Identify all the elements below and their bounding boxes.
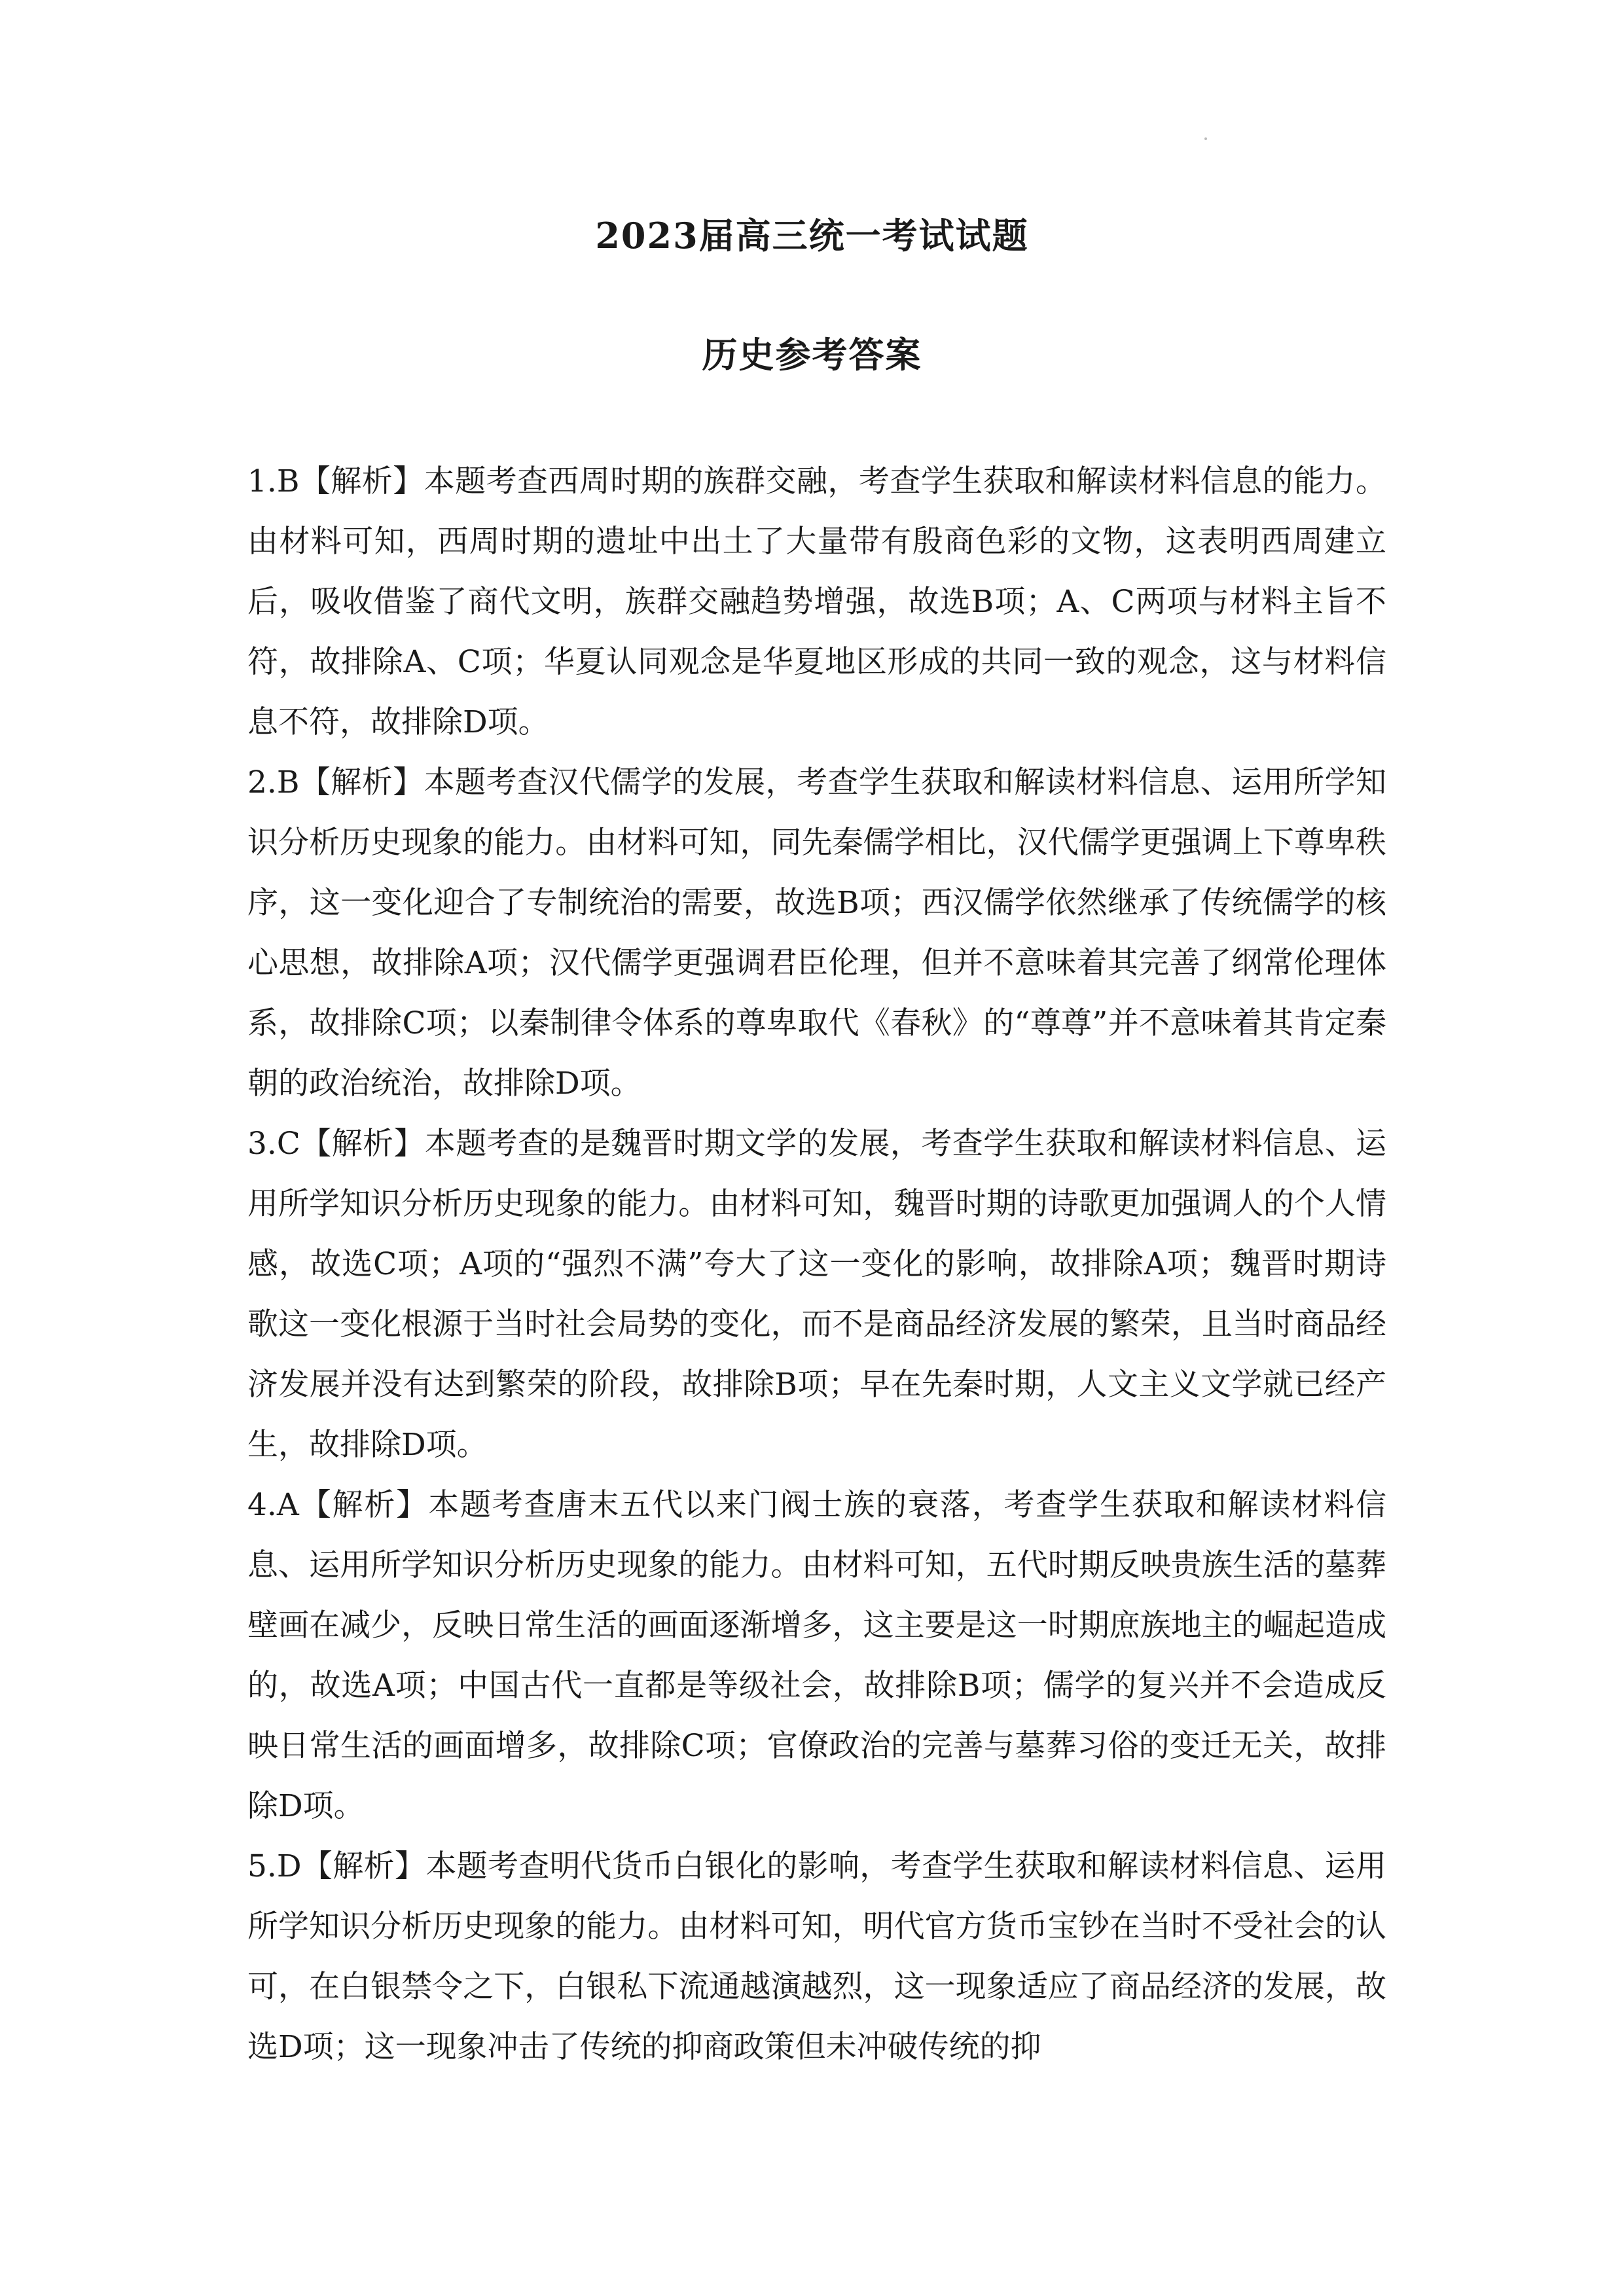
answer-item-3: [247, 1114, 1386, 1475]
answer-explanation: 本题考查明代货币白银化的影响，考查学生获取和解读材料信息、运用所学知识分析历史现象的能力。由材料可知，明代官方货币宝钞在当时不受社会的认可，在白银禁令之下，白银私下流通越演越烈，这一现象适应了商品经济的发展，故选D项；这一现象冲击了传统的抑商政策但未冲破传统的抑: [247, 1848, 1386, 2065]
answer-label: 1.B【解析】: [247, 463, 424, 499]
answer-explanation: 本题考查的是魏晋时期文学的发展，考查学生获取和解读材料信息、运用所学知识分析历史现象的能力。由材料可知，魏晋时期的诗歌更加强调人的个人情感，故选C项；A项的“强烈不满”夸大了这一变化的影响，故排除A项；魏晋时期诗歌这一变化根源于当时社会局势的变化，而不是商品经济发展的繁荣，且当时商品经济发展并没有达到繁荣的阶段，故排除B项；早在先秦时期，人文主义文学就已经产生，故排除D项。: [247, 1126, 1387, 1463]
answer-explanation: 本题考查西周时期的族群交融，考查学生获取和解读材料信息的能力。由材料可知，西周时期的遗址中出土了大量带有殷商色彩的文物，这表明西周建立后，吸收借鉴了商代文明，族群交融趋势增强，故选B项；A、C两项与材料主旨不符，故排除A、C项；华夏认同观念是华夏地区形成的共同一致的观念，这与材料信息不符，故排除D项。: [247, 463, 1387, 740]
answer-item-5: [247, 1837, 1386, 2077]
answer-item-1: [247, 452, 1386, 753]
answer-item-2: [247, 753, 1386, 1114]
exam-title: 2023届高三统一考试试题: [595, 215, 1029, 257]
answer-label: 4.A【解析】: [247, 1487, 429, 1523]
answer-explanation: 本题考查汉代儒学的发展，考查学生获取和解读材料信息、运用所学知识分析历史现象的能力。由材料可知，同先秦儒学相比，汉代儒学更强调上下尊卑秩序，这一变化迎合了专制统治的需要，故选B项；西汉儒学依然继承了传统儒学的核心思想，故排除A项；汉代儒学更强调君臣伦理，但并不意味着其完善了纲常伦理体系，故排除C项；以秦制律令体系的尊卑取代《春秋》的“尊尊”并不意味着其肯定秦朝的政治统治，故排除D项。: [247, 764, 1387, 1102]
answer-explanation: 本题考查唐末五代以来门阀士族的衰落，考查学生获取和解读材料信息、运用所学知识分析历史现象的能力。由材料可知，五代时期反映贵族生活的墓葬壁画在减少，反映日常生活的画面逐渐增多，这主要是这一时期庶族地主的崛起造成的，故选A项；中国古代一直都是等级社会，故排除B项；儒学的复兴并不会造成反映日常生活的画面增多，故排除C项；官僚政治的完善与墓葬习俗的变迁无关，故排除D项。: [247, 1487, 1387, 1824]
scan-dot: [1204, 137, 1207, 140]
answer-label: 3.C【解析】: [247, 1126, 425, 1162]
answer-key-title: 历史参考答案: [702, 334, 922, 376]
answer-label: 5.D【解析】: [247, 1848, 426, 1884]
answer-list: [247, 452, 1386, 2077]
answer-label: 2.B【解析】: [247, 764, 424, 800]
answer-item-4: [247, 1475, 1386, 1837]
